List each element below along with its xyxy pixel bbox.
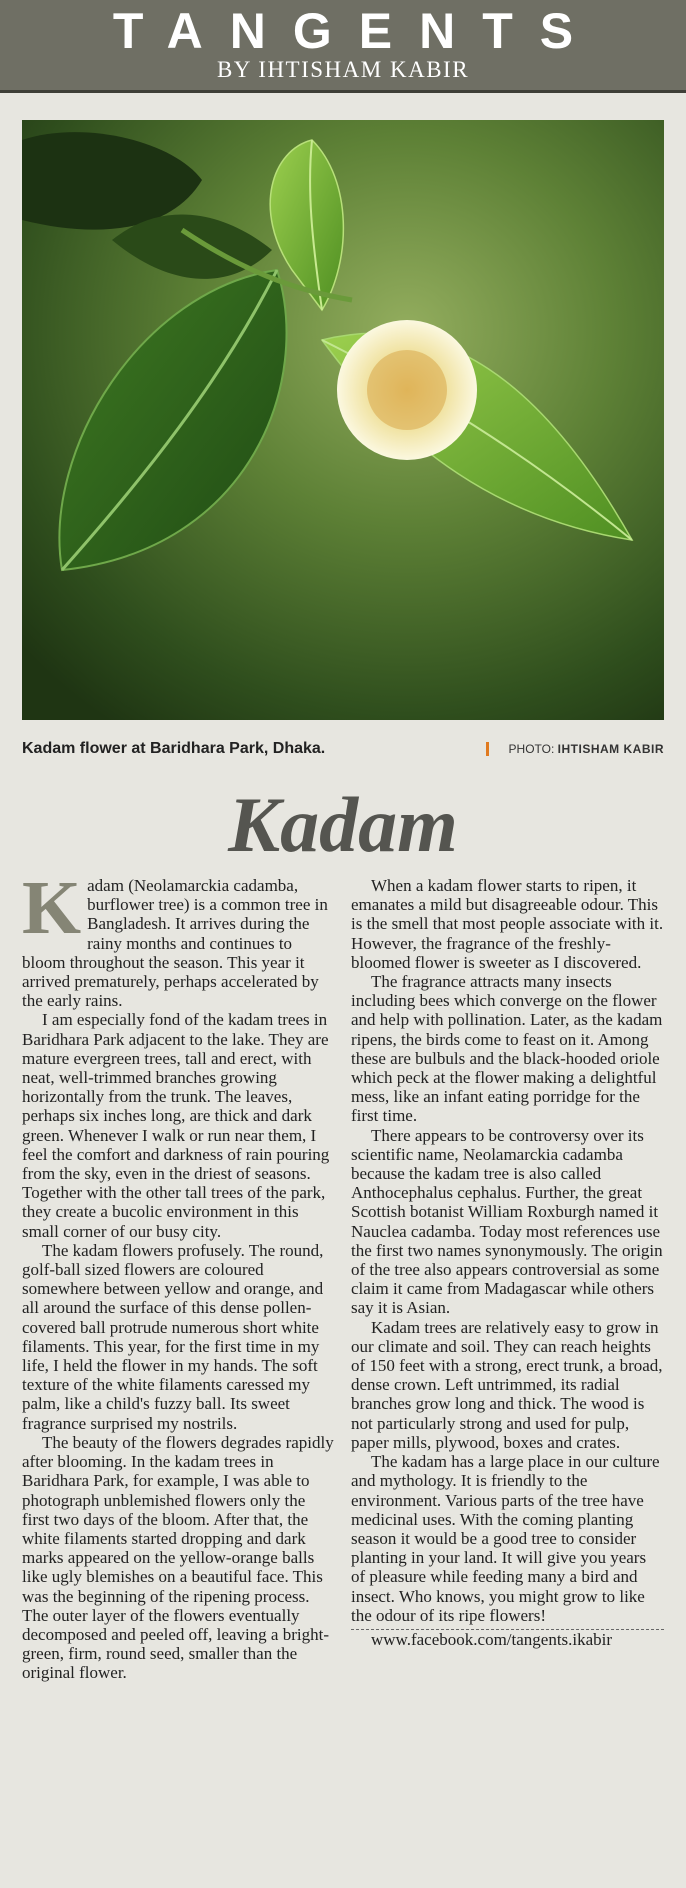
article-paragraph: The beauty of the flowers degrades rapidly after blooming. In the kadam trees in Baridhara Park, for example, I was able to photograph unblemished flowers only the first two days of the bloom. After that, the white filaments started dropping and dark marks appeared on the yellow-orange balls like ugly blemishes on a beautiful face. This was the beginning of the ripening process. The outer layer of the flowers eventually decomposed and peeled off, leaving a bright-green, firm, round seed, smaller than the original flower. <box>22 1432 334 1683</box>
article-paragraph: The kadam has a large place in our culture and mythology. It is friendly to the environment. Various parts of the tree have medicinal uses. With the coming planting season it would be a good tree to consider planting in your land. It will give you years of pleasure while feeding many a bird and insect. Who knows, you might grow to like the odour of its ripe flowers! <box>351 1452 660 1625</box>
article-paragraph: When a kadam flower starts to ripen, it emanates a mild but disagreeable odour. This is the smell that most people associate with it. However, the fragrance of the freshly-bloomed flower is sweeter as I discovered. <box>351 876 664 972</box>
article-paragraph: There appears to be controversy over its scientific name, Neolamarckia cadamba because the kadam tree is also called Anthocephalus cephalus. Further, the great Scottish botanist William Roxburgh named it Nauclea cadamba. Today most references use the first two names synonymously. The origin of the tree also appears controversial as some claim it came from Madagascar while others say it is Asian. <box>351 1125 663 1318</box>
article-paragraph: The kadam flowers profusely. The round, golf-ball sized flowers are coloured somewhere between yellow and orange, and all around the surface of this dense pollen-covered ball protrude numerous short white filaments. This year, for the first time in my life, I held the flower in my hands. The soft texture of the white filaments caressed my palm, like a child's fuzzy ball. Its sweet fragrance surprised my nostrils. <box>22 1240 324 1433</box>
photo-caption: Kadam flower at Baridhara Park, Dhaka. <box>22 740 326 757</box>
photo-credit <box>486 742 664 756</box>
article-paragraph: Kadam (Neolamarckia cadamba, burflower tree) is a common tree in Bangladesh. It arrives during the rainy months and continues to bloom throughout the season. This year it arrived prematurely, perhaps accelerated by the early rains. <box>22 866 328 1011</box>
article-paragraph: Kadam trees are relatively easy to grow in our climate and soil. They can reach heights of 150 feet with a strong, erect trunk, a broad, dense crown. Left untrimmed, its radial branches grow long and thick. The wood is not particularly strong and used for pulp, paper mills, plywood, boxes and crates. <box>351 1317 663 1452</box>
drop-cap: K <box>22 866 82 950</box>
facebook-link[interactable]: www.facebook.com/tangents.ikabir <box>371 1629 613 1649</box>
column-banner <box>0 0 686 93</box>
article-headline: Kadam <box>228 781 458 868</box>
kadam-flower-photo <box>22 120 664 720</box>
article-column-right <box>351 876 664 1649</box>
article-column-left <box>22 866 335 1683</box>
column-byline: BY IHTISHAM KABIR <box>216 57 470 82</box>
photo-caption-row <box>22 738 664 764</box>
photo-credit-label: PHOTO: <box>508 742 555 756</box>
article-paragraph: I am especially fond of the kadam trees in Baridhara Park adjacent to the lake. They are mature evergreen trees, tall and erect, with neat, well-trimmed branches growing horizontally from the trunk. The leaves, perhaps six inches long, are thick and dark green. Whenever I walk or run near them, I feel the comfort and darkness of rain pouring from the sky, even in the driest of seasons. Together with the other tall trees of the park, they create a bucolic environment in this small corner of our busy city. <box>22 1010 330 1241</box>
column-title: TANGENTS <box>112 3 601 59</box>
photo-credit-name: IHTISHAM KABIR <box>557 742 664 756</box>
article-paragraph: The fragrance attracts many insects including bees which converge on the flower and help with pollination. Later, as the kadam ripens, the birds come to feast on it. Among these are bulbuls and the black-hooded oriole which peck at the flower making a delightful mess, like an infant eating porridge for the first time. <box>351 972 663 1126</box>
